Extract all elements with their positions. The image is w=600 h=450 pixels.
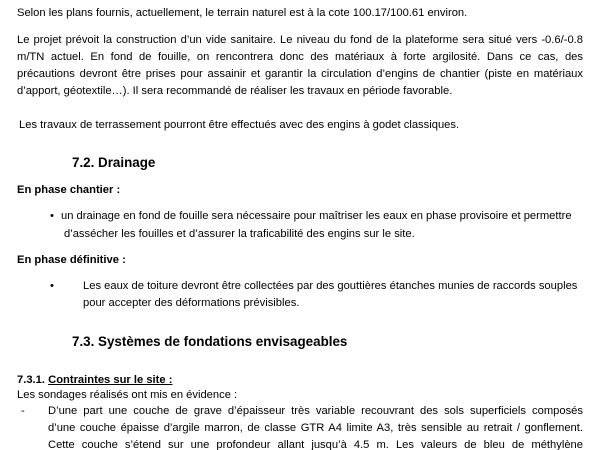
section-heading-drainage: 7.2. Drainage (72, 155, 156, 170)
bullet-marker: • (50, 210, 54, 222)
phase-definitive-label: En phase définitive : (17, 254, 126, 266)
dash-item-line-1: D’une part une couche de grave d’épaisseur très variable recouvrant des sols superficiels composés (48, 405, 583, 417)
bullet-definitive-line-1: Les eaux de toiture devront être collectées par des gouttières étanches munies de raccords souples (83, 280, 578, 292)
subsection-title: Contraintes sur le site : (48, 374, 173, 386)
dash-item-line-3: Cette couche s’étend sur une profondeur allant jusqu’à 4.5 m. Les valeurs de bleu de méthylène (48, 439, 583, 450)
fondations-intro: Les sondages réalisés ont mis en évidence : (17, 389, 238, 401)
dash-marker: - (21, 405, 25, 417)
bullet-chantier-line-1: un drainage en fond de fouille sera nécessaire pour maîtriser les eaux en phase provisoire et permettre (61, 210, 572, 222)
dash-item-line-2: d’une couche épaisse d’argile marron, de classe GTR A4 limite A3, très sensible au retrait / gonflement. (48, 422, 583, 434)
intro-paragraph-2-line-2: m/TN actuel. En fond de fouille, on rencontrera donc des matériaux à forte argilosité. Dans ce cas, des (17, 51, 583, 63)
intro-paragraph-3: Les travaux de terrassement pourront être effectués avec des engins à godet classiques. (19, 119, 460, 131)
intro-paragraph-1: Selon les plans fournis, actuellement, le terrain naturel est à la cote 100.17/100.61 environ. (17, 7, 468, 19)
intro-paragraph-2-line-4: d’apport, géotextile…). Il sera recommandé de réaliser les travaux en période favorable. (17, 85, 453, 97)
bullet-chantier-line-2: d’assécher les fouilles et d’assurer la traficabilité des engins sur le site. (64, 228, 415, 240)
intro-paragraph-2-line-3: précautions devront être prises pour assainir et garantir la circulation d’engins de chantier (piste en matériaux (17, 68, 583, 80)
phase-chantier-label: En phase chantier : (17, 184, 121, 196)
bullet-marker: • (50, 280, 54, 292)
subsection-number: 7.3.1. (17, 374, 45, 386)
intro-paragraph-2-line-1: Le projet prévoit la construction d’un vide sanitaire. Le niveau du fond de la plateforme sera situé vers -0.6/-0.8 (17, 34, 583, 46)
section-heading-fondations: 7.3. Systèmes de fondations envisageables (72, 334, 348, 349)
subsection-heading (17, 373, 172, 387)
bullet-definitive-line-2: pour accepter des déformations prévisibles. (83, 297, 300, 309)
